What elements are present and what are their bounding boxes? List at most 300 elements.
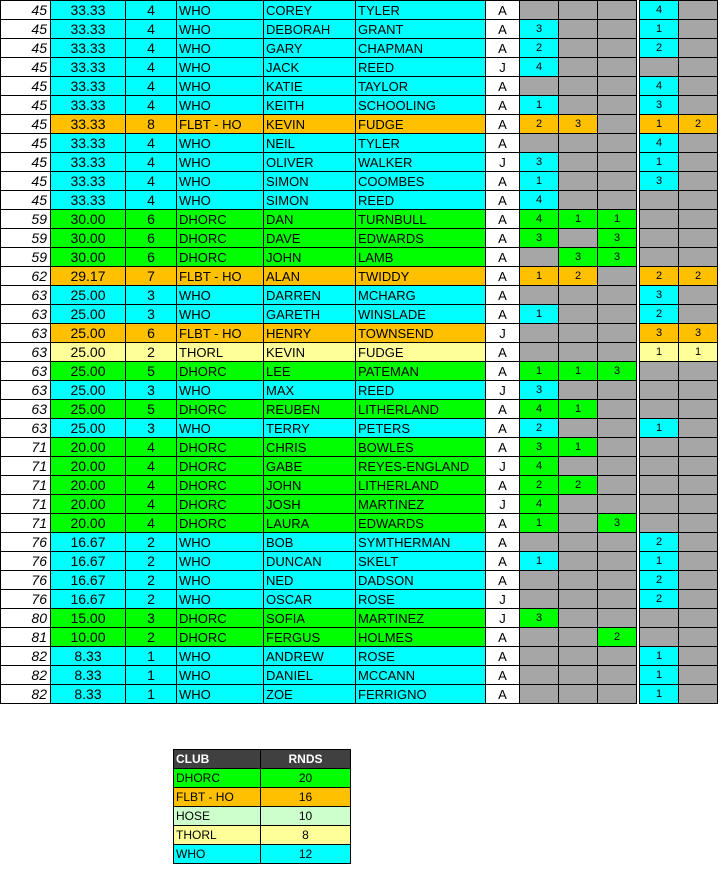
- round-score-cell: 1: [679, 343, 718, 362]
- round-score-cell: 3: [559, 248, 598, 267]
- round-score-cell: 1: [520, 172, 559, 191]
- round-score-cell: [559, 20, 598, 39]
- round-score-cell: [679, 210, 718, 229]
- position-cell: 63: [1, 362, 51, 381]
- rounds-cell: 4: [126, 514, 177, 533]
- table-row: [1, 685, 718, 704]
- percentage-cell: 33.33: [51, 134, 126, 153]
- round-score-cell: 4: [520, 58, 559, 77]
- round-score-cell: 3: [520, 438, 559, 457]
- first-name-cell: MAX: [264, 381, 356, 400]
- last-name-cell: FERRIGNO: [356, 685, 486, 704]
- category-cell: J: [486, 381, 520, 400]
- position-cell: 81: [1, 628, 51, 647]
- percentage-cell: 30.00: [51, 248, 126, 267]
- rounds-cell: 4: [126, 172, 177, 191]
- club-cell: WHO: [177, 419, 264, 438]
- category-cell: A: [486, 362, 520, 381]
- rounds-cell: 4: [126, 77, 177, 96]
- club-cell: WHO: [177, 96, 264, 115]
- first-name-cell: KEITH: [264, 96, 356, 115]
- first-name-cell: JOHN: [264, 248, 356, 267]
- round-score-cell: [520, 1, 559, 20]
- round-score-cell: 2: [640, 305, 679, 324]
- round-score-cell: 4: [640, 77, 679, 96]
- category-cell: A: [486, 248, 520, 267]
- category-cell: A: [486, 267, 520, 286]
- table-row: [1, 286, 718, 305]
- round-score-cell: [598, 77, 637, 96]
- position-cell: 71: [1, 476, 51, 495]
- table-row: [1, 457, 718, 476]
- percentage-cell: 25.00: [51, 362, 126, 381]
- last-name-cell: FUDGE: [356, 115, 486, 134]
- summary-rnds-cell: 8: [261, 826, 351, 845]
- rounds-cell: 6: [126, 210, 177, 229]
- category-cell: A: [486, 286, 520, 305]
- round-score-cell: [520, 628, 559, 647]
- round-score-cell: [679, 172, 718, 191]
- table-row: [1, 609, 718, 628]
- category-cell: A: [486, 305, 520, 324]
- round-score-cell: [598, 324, 637, 343]
- percentage-cell: 20.00: [51, 476, 126, 495]
- club-cell: WHO: [177, 533, 264, 552]
- first-name-cell: SIMON: [264, 172, 356, 191]
- rounds-cell: 2: [126, 533, 177, 552]
- round-score-cell: [598, 343, 637, 362]
- position-cell: 63: [1, 286, 51, 305]
- category-cell: A: [486, 647, 520, 666]
- percentage-cell: 16.67: [51, 590, 126, 609]
- round-score-cell: [598, 590, 637, 609]
- round-score-cell: 1: [640, 343, 679, 362]
- position-cell: 71: [1, 438, 51, 457]
- round-score-cell: [520, 666, 559, 685]
- round-score-cell: 1: [520, 362, 559, 381]
- round-score-cell: 1: [520, 514, 559, 533]
- round-score-cell: 3: [559, 115, 598, 134]
- last-name-cell: HOLMES: [356, 628, 486, 647]
- club-cell: WHO: [177, 286, 264, 305]
- club-cell: DHORC: [177, 438, 264, 457]
- rounds-cell: 4: [126, 96, 177, 115]
- round-score-cell: 3: [598, 362, 637, 381]
- last-name-cell: BOWLES: [356, 438, 486, 457]
- last-name-cell: MCHARG: [356, 286, 486, 305]
- rounds-cell: 1: [126, 685, 177, 704]
- category-cell: A: [486, 514, 520, 533]
- round-score-cell: [679, 628, 718, 647]
- club-cell: WHO: [177, 685, 264, 704]
- round-score-cell: [559, 571, 598, 590]
- round-score-cell: [520, 248, 559, 267]
- round-score-cell: [679, 39, 718, 58]
- table-row: [1, 400, 718, 419]
- position-cell: 45: [1, 39, 51, 58]
- round-score-cell: [679, 381, 718, 400]
- round-score-cell: 2: [640, 590, 679, 609]
- last-name-cell: TWIDDY: [356, 267, 486, 286]
- position-cell: 82: [1, 666, 51, 685]
- percentage-cell: 20.00: [51, 438, 126, 457]
- club-cell: WHO: [177, 571, 264, 590]
- last-name-cell: COOMBES: [356, 172, 486, 191]
- category-cell: A: [486, 134, 520, 153]
- table-row: [1, 153, 718, 172]
- round-score-cell: [679, 229, 718, 248]
- round-score-cell: 2: [679, 267, 718, 286]
- first-name-cell: ZOE: [264, 685, 356, 704]
- club-cell: DHORC: [177, 628, 264, 647]
- round-score-cell: [598, 666, 637, 685]
- percentage-cell: 25.00: [51, 419, 126, 438]
- last-name-cell: GRANT: [356, 20, 486, 39]
- round-score-cell: [598, 96, 637, 115]
- round-score-cell: [520, 533, 559, 552]
- round-score-cell: 3: [640, 324, 679, 343]
- round-score-cell: 1: [559, 400, 598, 419]
- position-cell: 45: [1, 1, 51, 20]
- rounds-cell: 6: [126, 324, 177, 343]
- round-score-cell: [559, 533, 598, 552]
- first-name-cell: FERGUS: [264, 628, 356, 647]
- summary-row: [174, 788, 351, 807]
- club-cell: DHORC: [177, 229, 264, 248]
- round-score-cell: [559, 96, 598, 115]
- round-score-cell: [598, 115, 637, 134]
- first-name-cell: NED: [264, 571, 356, 590]
- round-score-cell: 4: [520, 495, 559, 514]
- summary-club-cell: FLBT - HO: [174, 788, 261, 807]
- percentage-cell: 30.00: [51, 210, 126, 229]
- table-row: [1, 39, 718, 58]
- first-name-cell: OSCAR: [264, 590, 356, 609]
- round-score-cell: [640, 628, 679, 647]
- rounds-cell: 4: [126, 153, 177, 172]
- last-name-cell: PETERS: [356, 419, 486, 438]
- club-cell: WHO: [177, 552, 264, 571]
- round-score-cell: 3: [640, 172, 679, 191]
- first-name-cell: DUNCAN: [264, 552, 356, 571]
- rounds-cell: 2: [126, 590, 177, 609]
- first-name-cell: CHRIS: [264, 438, 356, 457]
- round-score-cell: [679, 666, 718, 685]
- round-score-cell: [598, 647, 637, 666]
- last-name-cell: EDWARDS: [356, 229, 486, 248]
- category-cell: A: [486, 666, 520, 685]
- club-cell: THORL: [177, 343, 264, 362]
- category-cell: A: [486, 419, 520, 438]
- round-score-cell: 1: [520, 267, 559, 286]
- round-score-cell: [559, 647, 598, 666]
- category-cell: A: [486, 191, 520, 210]
- category-cell: A: [486, 96, 520, 115]
- percentage-cell: 33.33: [51, 96, 126, 115]
- rounds-cell: 8: [126, 115, 177, 134]
- rounds-cell: 6: [126, 248, 177, 267]
- round-score-cell: [598, 457, 637, 476]
- category-cell: A: [486, 628, 520, 647]
- round-score-cell: [598, 20, 637, 39]
- round-score-cell: 3: [520, 381, 559, 400]
- round-score-cell: [559, 457, 598, 476]
- club-cell: FLBT - HO: [177, 267, 264, 286]
- round-score-cell: [559, 419, 598, 438]
- club-cell: WHO: [177, 39, 264, 58]
- round-score-cell: [679, 647, 718, 666]
- table-row: [1, 552, 718, 571]
- round-score-cell: [640, 609, 679, 628]
- rounds-cell: 6: [126, 229, 177, 248]
- club-cell: DHORC: [177, 476, 264, 495]
- club-cell: WHO: [177, 666, 264, 685]
- percentage-cell: 25.00: [51, 324, 126, 343]
- category-cell: A: [486, 1, 520, 20]
- club-cell: WHO: [177, 172, 264, 191]
- position-cell: 45: [1, 20, 51, 39]
- rounds-cell: 2: [126, 571, 177, 590]
- round-score-cell: 3: [640, 96, 679, 115]
- table-row: [1, 666, 718, 685]
- rounds-cell: 4: [126, 58, 177, 77]
- percentage-cell: 33.33: [51, 153, 126, 172]
- round-score-cell: 1: [520, 96, 559, 115]
- club-cell: WHO: [177, 58, 264, 77]
- first-name-cell: NEIL: [264, 134, 356, 153]
- table-row: [1, 210, 718, 229]
- round-score-cell: 4: [520, 210, 559, 229]
- round-score-cell: [598, 609, 637, 628]
- round-score-cell: [559, 590, 598, 609]
- round-score-cell: [598, 476, 637, 495]
- position-cell: 63: [1, 324, 51, 343]
- last-name-cell: DADSON: [356, 571, 486, 590]
- round-score-cell: [520, 286, 559, 305]
- rounds-cell: 4: [126, 39, 177, 58]
- percentage-cell: 15.00: [51, 609, 126, 628]
- round-score-cell: 3: [520, 229, 559, 248]
- round-score-cell: [559, 685, 598, 704]
- position-cell: 63: [1, 305, 51, 324]
- club-cell: DHORC: [177, 514, 264, 533]
- table-row: [1, 495, 718, 514]
- round-score-cell: [679, 400, 718, 419]
- round-score-cell: [598, 1, 637, 20]
- round-score-cell: [520, 571, 559, 590]
- round-score-cell: [520, 77, 559, 96]
- category-cell: A: [486, 343, 520, 362]
- table-row: [1, 647, 718, 666]
- position-cell: 62: [1, 267, 51, 286]
- round-score-cell: 1: [559, 210, 598, 229]
- percentage-cell: 16.67: [51, 571, 126, 590]
- round-score-cell: [679, 58, 718, 77]
- rounds-cell: 5: [126, 400, 177, 419]
- round-score-cell: [679, 457, 718, 476]
- round-score-cell: 2: [559, 476, 598, 495]
- rounds-cell: 2: [126, 628, 177, 647]
- round-score-cell: [559, 628, 598, 647]
- category-cell: A: [486, 20, 520, 39]
- table-row: [1, 1, 718, 20]
- round-score-cell: 1: [640, 552, 679, 571]
- first-name-cell: GARY: [264, 39, 356, 58]
- percentage-cell: 20.00: [51, 457, 126, 476]
- table-row: [1, 476, 718, 495]
- club-cell: FLBT - HO: [177, 115, 264, 134]
- round-score-cell: 3: [520, 153, 559, 172]
- first-name-cell: REUBEN: [264, 400, 356, 419]
- percentage-cell: 33.33: [51, 1, 126, 20]
- round-score-cell: 3: [520, 20, 559, 39]
- percentage-cell: 10.00: [51, 628, 126, 647]
- first-name-cell: BOB: [264, 533, 356, 552]
- round-score-cell: 2: [640, 39, 679, 58]
- last-name-cell: LAMB: [356, 248, 486, 267]
- last-name-cell: REED: [356, 381, 486, 400]
- round-score-cell: [598, 438, 637, 457]
- position-cell: 63: [1, 343, 51, 362]
- percentage-cell: 8.33: [51, 685, 126, 704]
- round-score-cell: 1: [640, 20, 679, 39]
- round-score-cell: 2: [520, 115, 559, 134]
- round-score-cell: 1: [559, 362, 598, 381]
- category-cell: J: [486, 457, 520, 476]
- round-score-cell: 4: [640, 134, 679, 153]
- rounds-cell: 4: [126, 476, 177, 495]
- rounds-cell: 4: [126, 438, 177, 457]
- round-score-cell: [598, 153, 637, 172]
- percentage-cell: 16.67: [51, 533, 126, 552]
- round-score-cell: [679, 590, 718, 609]
- last-name-cell: TYLER: [356, 134, 486, 153]
- round-score-cell: 3: [640, 286, 679, 305]
- rounds-cell: 4: [126, 1, 177, 20]
- round-score-cell: [679, 514, 718, 533]
- position-cell: 45: [1, 115, 51, 134]
- last-name-cell: MARTINEZ: [356, 495, 486, 514]
- round-score-cell: 2: [520, 419, 559, 438]
- round-score-cell: 1: [520, 305, 559, 324]
- table-row: [1, 134, 718, 153]
- club-cell: WHO: [177, 305, 264, 324]
- summary-club-cell: DHORC: [174, 769, 261, 788]
- percentage-cell: 16.67: [51, 552, 126, 571]
- last-name-cell: MCCANN: [356, 666, 486, 685]
- summary-rnds-cell: 10: [261, 807, 351, 826]
- round-score-cell: [640, 362, 679, 381]
- position-cell: 45: [1, 134, 51, 153]
- position-cell: 76: [1, 571, 51, 590]
- position-cell: 63: [1, 419, 51, 438]
- first-name-cell: OLIVER: [264, 153, 356, 172]
- percentage-cell: 33.33: [51, 191, 126, 210]
- round-score-cell: [598, 571, 637, 590]
- summary-header-row: [174, 750, 351, 769]
- category-cell: J: [486, 58, 520, 77]
- table-row: [1, 419, 718, 438]
- table-row: [1, 381, 718, 400]
- percentage-cell: 25.00: [51, 400, 126, 419]
- position-cell: 45: [1, 77, 51, 96]
- category-cell: A: [486, 210, 520, 229]
- last-name-cell: LITHERLAND: [356, 400, 486, 419]
- category-cell: A: [486, 552, 520, 571]
- round-score-cell: [559, 134, 598, 153]
- round-score-cell: [520, 324, 559, 343]
- rounds-cell: 3: [126, 305, 177, 324]
- summary-row: [174, 845, 351, 864]
- round-score-cell: 1: [598, 210, 637, 229]
- table-row: [1, 362, 718, 381]
- club-cell: DHORC: [177, 457, 264, 476]
- last-name-cell: REYES-ENGLAND: [356, 457, 486, 476]
- first-name-cell: DAN: [264, 210, 356, 229]
- last-name-cell: WALKER: [356, 153, 486, 172]
- rounds-cell: 1: [126, 647, 177, 666]
- table-row: [1, 571, 718, 590]
- club-summary-table: [173, 749, 351, 864]
- round-score-cell: [598, 134, 637, 153]
- position-cell: 63: [1, 381, 51, 400]
- round-score-cell: [679, 153, 718, 172]
- first-name-cell: KEVIN: [264, 343, 356, 362]
- percentage-cell: 20.00: [51, 495, 126, 514]
- first-name-cell: COREY: [264, 1, 356, 20]
- position-cell: 76: [1, 533, 51, 552]
- round-score-cell: 1: [640, 115, 679, 134]
- results-table-body: [1, 1, 718, 704]
- rounds-cell: 1: [126, 666, 177, 685]
- first-name-cell: LAURA: [264, 514, 356, 533]
- round-score-cell: [559, 58, 598, 77]
- last-name-cell: WINSLADE: [356, 305, 486, 324]
- position-cell: 63: [1, 400, 51, 419]
- club-cell: FLBT - HO: [177, 324, 264, 343]
- last-name-cell: TYLER: [356, 1, 486, 20]
- club-cell: WHO: [177, 381, 264, 400]
- round-score-cell: [679, 438, 718, 457]
- rounds-cell: 5: [126, 362, 177, 381]
- rounds-cell: 4: [126, 495, 177, 514]
- summary-table-body: [174, 769, 351, 864]
- round-score-cell: 4: [520, 400, 559, 419]
- club-cell: WHO: [177, 153, 264, 172]
- summary-club-cell: THORL: [174, 826, 261, 845]
- club-cell: DHORC: [177, 248, 264, 267]
- category-cell: A: [486, 77, 520, 96]
- position-cell: 71: [1, 495, 51, 514]
- summary-header-rnds: RNDS: [261, 750, 351, 769]
- round-score-cell: [598, 685, 637, 704]
- table-row: [1, 248, 718, 267]
- rounds-cell: 3: [126, 419, 177, 438]
- position-cell: 82: [1, 647, 51, 666]
- last-name-cell: REED: [356, 191, 486, 210]
- round-score-cell: [559, 305, 598, 324]
- round-score-cell: [598, 305, 637, 324]
- rounds-cell: 4: [126, 20, 177, 39]
- round-score-cell: [598, 172, 637, 191]
- rounds-cell: 4: [126, 457, 177, 476]
- club-cell: WHO: [177, 1, 264, 20]
- position-cell: 45: [1, 58, 51, 77]
- percentage-cell: 30.00: [51, 229, 126, 248]
- round-score-cell: [679, 495, 718, 514]
- last-name-cell: CHAPMAN: [356, 39, 486, 58]
- round-score-cell: 1: [559, 438, 598, 457]
